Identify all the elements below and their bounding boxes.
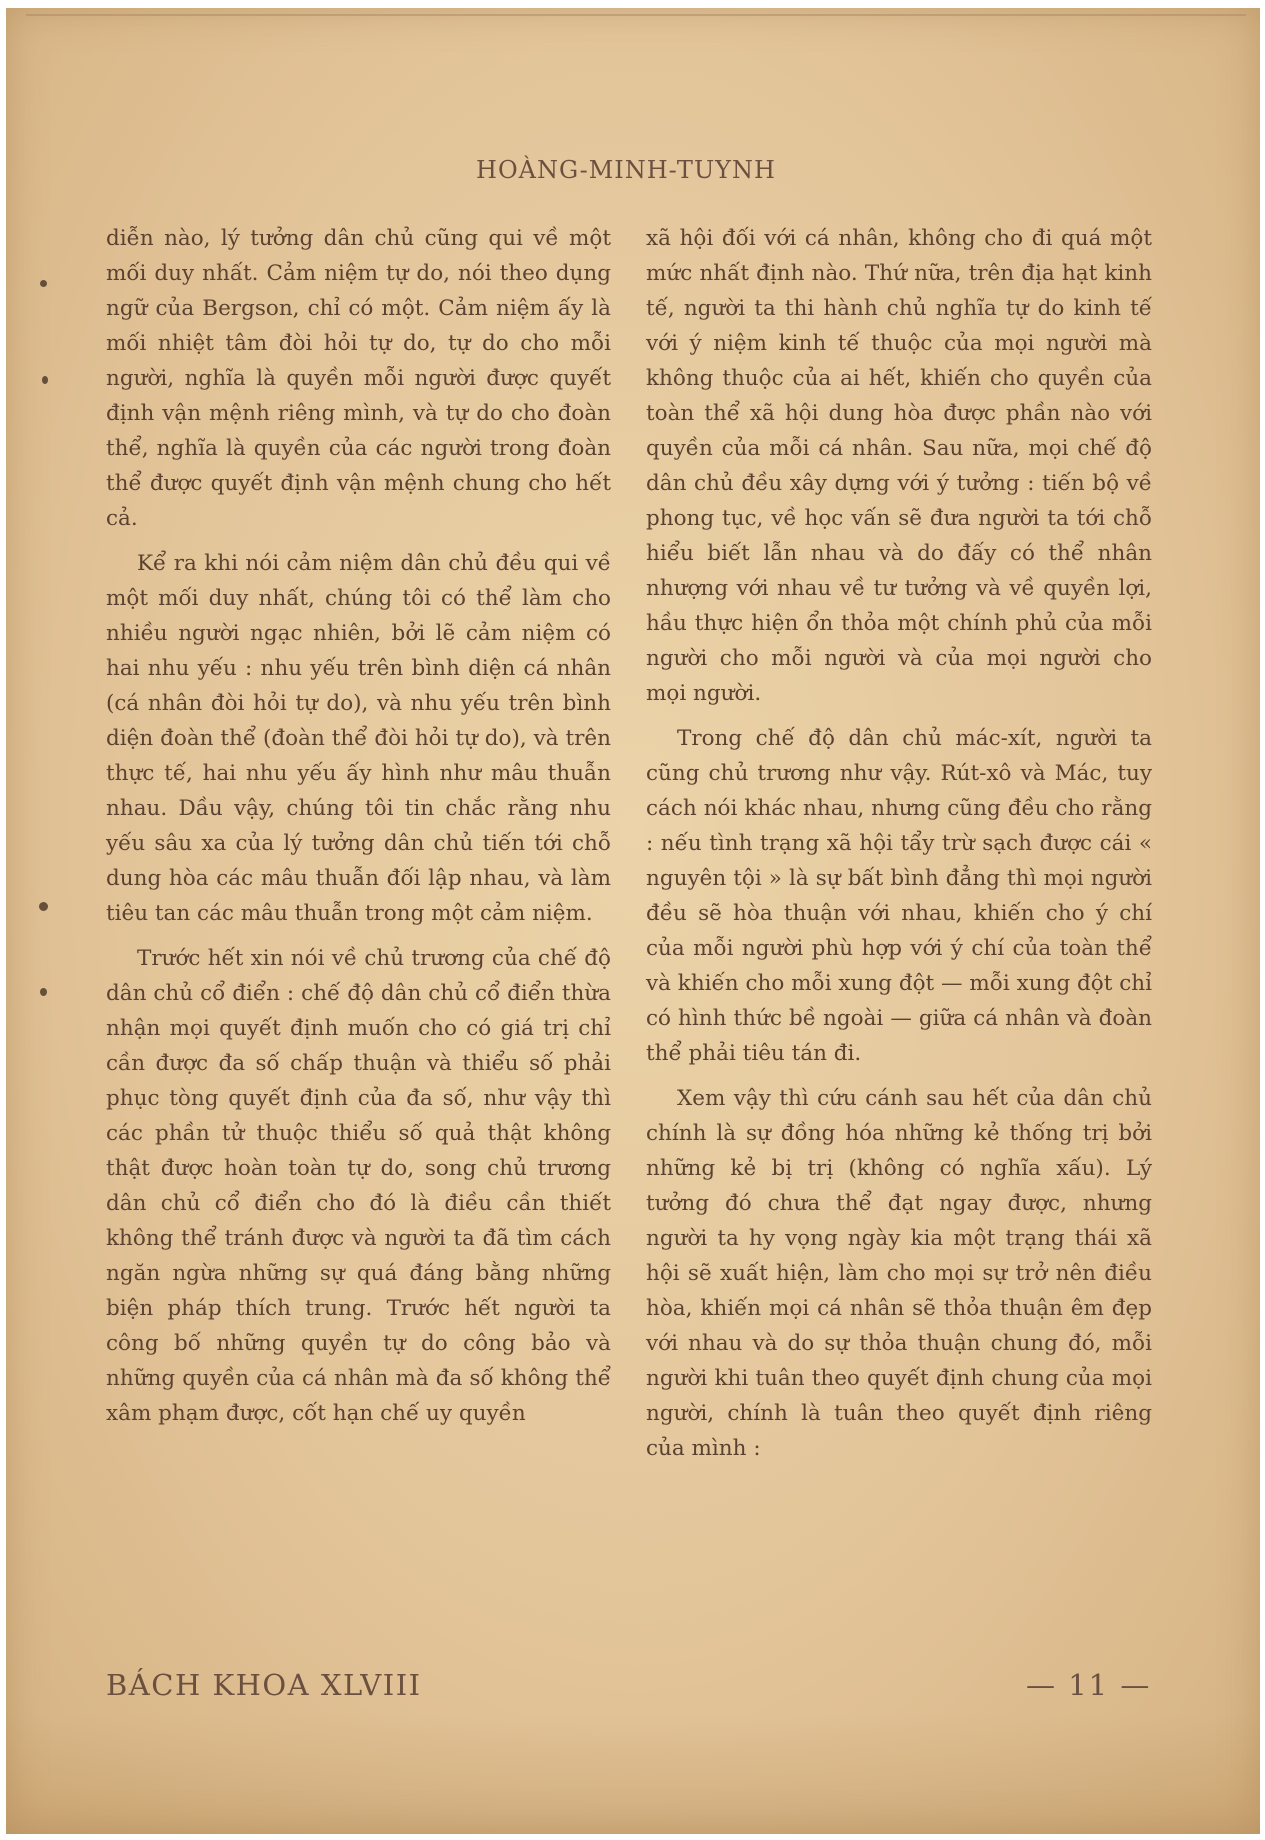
page-number: — 11 — [1026, 1668, 1152, 1702]
left-paragraph-1: diễn nào, lý tưởng dân chủ cũng qui về một mối duy nhất. Cảm niệm tự do, nói theo dụng ngữ của Bergson, chỉ có một. Cảm niệm ấy là mối nhiệt tâm đòi hỏi tự do, tự do cho mỗi người, nghĩa là quyền mỗi người được quyết định vận mệnh riêng mình, và tự do cho đoàn thể, nghĩa là quyền của các người trong đoàn thể được quyết định vận mệnh chung cho hết cả. [106, 226, 611, 531]
publication-footer: BÁCH KHOA XLVIII [106, 1668, 422, 1702]
top-edge-line [26, 14, 1246, 16]
right-paragraph-1: xã hội đối với cá nhân, không cho đi quá một mức nhất định nào. Thứ nữa, trên địa hạt kinh tế, người ta thi hành chủ nghĩa tự do kinh tế với ý niệm kinh tế thuộc của mọi người mà không thuộc của ai hết, khiến cho quyền của toàn thể xã hội dung hòa được phần nào với quyền của mỗi cá nhân. Sau nữa, mọi chế độ dân chủ đều xây dựng với ý tưởng : tiến bộ về phong tục, về học vấn sẽ đưa người ta tới chỗ hiểu biết lẫn nhau và do đấy có thể nhân nhượng với nhau về tư tưởng và về quyền lợi, hầu thực hiện ổn thỏa một chính phủ của mỗi người cho mỗi người và của mọi người cho mọi người. [646, 226, 1152, 706]
page-sheet [6, 8, 1260, 1834]
binding-hole-mark [42, 376, 48, 384]
binding-hole-mark [40, 988, 47, 996]
right-paragraph-2: Trong chế độ dân chủ mác-xít, người ta cũng chủ trương như vậy. Rút-xô và Mác, tuy cách nói khác nhau, nhưng cũng đều cho rằng : nếu tình trạng xã hội tẩy trừ sạch được cái « nguyên tội » là sự bất bình đẳng thì mọi người đều sẽ hòa thuận với nhau, khiến cho ý chí của mỗi người phù hợp với ý chí của toàn thể và khiến cho mỗi xung đột — mỗi xung đột chỉ có hình thức bề ngoài — giữa cá nhân và đoàn thể phải tiêu tán đi. [646, 726, 1152, 1066]
right-column [646, 221, 1152, 1466]
running-head: HOÀNG-MINH-TUYNH [476, 156, 776, 184]
binding-hole-mark [39, 902, 48, 911]
left-column [106, 221, 611, 1431]
binding-hole-mark [40, 280, 47, 287]
left-paragraph-3: Trước hết xin nói về chủ trương của chế độ dân chủ cổ điển : chế độ dân chủ cổ điển thừa nhận mọi quyết định muốn cho có giá trị chỉ cần được đa số chấp thuận và thiểu số phải phục tòng quyết định của đa số, như vậy thì các phần tử thuộc thiểu số quả thật không thật được hoàn toàn tự do, song chủ trương dân chủ cổ điển cho đó là điều cần thiết không thể tránh được và người ta đã tìm cách ngăn ngừa những sự quá đáng bằng những biện pháp thích trung. Trước hết người ta công bố những quyền tự do công bảo và những quyền của cá nhân mà đa số không thể xâm phạm được, cốt hạn chế uy quyền [106, 946, 611, 1426]
left-paragraph-2: Kể ra khi nói cảm niệm dân chủ đều qui về một mối duy nhất, chúng tôi có thể làm cho nhiều người ngạc nhiên, bởi lẽ cảm niệm có hai nhu yếu : nhu yếu trên bình diện cá nhân (cá nhân đòi hỏi tự do), và nhu yếu trên bình diện đoàn thể (đoàn thể đòi hỏi tự do), và trên thực tế, hai nhu yếu ấy hình như mâu thuẫn nhau. Dầu vậy, chúng tôi tin chắc rằng nhu yếu sâu xa của lý tưởng dân chủ tiến tới chỗ dung hòa các mâu thuẫn đối lập nhau, và làm tiêu tan các mâu thuẫn trong một cảm niệm. [106, 551, 611, 926]
right-paragraph-3: Xem vậy thì cứu cánh sau hết của dân chủ chính là sự đồng hóa những kẻ thống trị bởi những kẻ bị trị (không có nghĩa xấu). Lý tưởng đó chưa thể đạt ngay được, nhưng người ta hy vọng ngày kia một trạng thái xã hội sẽ xuất hiện, làm cho mọi sự trở nên điều hòa, khiến mọi cá nhân sẽ thỏa thuận êm đẹp với nhau và do sự thỏa thuận chung đó, mỗi người khi tuân theo quyết định chung của mọi người, chính là tuân theo quyết định riêng của mình : [646, 1086, 1152, 1461]
